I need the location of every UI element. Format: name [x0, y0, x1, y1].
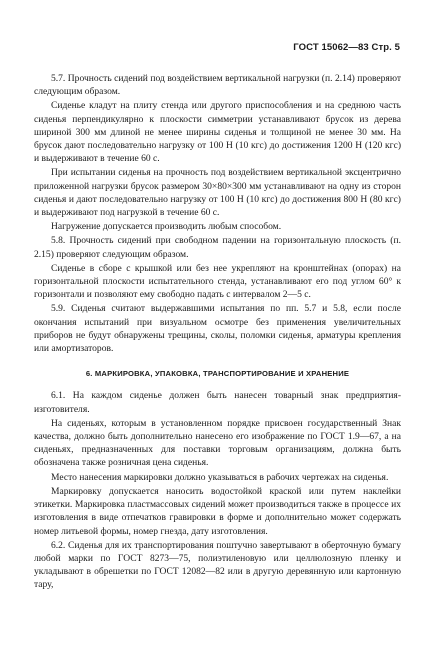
paragraph-5-8: 5.8. Прочность сидений при свободном падении на горизонтальную плоскость (п. 2.15) проверяют следующим образом. — [34, 235, 401, 260]
paragraph-eccentric-load: При испытании сиденья на прочность под воздействием вертикальной эксцентрично приложенной нагрузки брусок размером 30×80×300 мм устанавливают на одну из сторон сиденья и дают последовательно нагрузку от 100 Н (10 кгс) до достижения 800 Н (80 кгс) и выдерживают под нагрузкой в течение 60 с. — [34, 167, 401, 219]
paragraph-5-9: 5.9. Сиденья считают выдержавшими испытания по пп. 5.7 и 5.8, если после окончания испытаний при визуальном осмотре без применения увеличительных приборов не будут обнаружены трещины, сколы, поломки сиденья, арматуры крепления или амортизаторов. — [34, 303, 401, 355]
paragraph-5-7: 5.7. Прочность сидений под воздействием вертикальной нагрузки (п. 2.14) проверяют следующим образом. — [34, 73, 401, 98]
page-header: ГОСТ 15062—83 Стр. 5 — [293, 42, 400, 53]
paragraph-drop-test: Сиденье в сборе с крышкой или без нее укрепляют на кронштейнах (опорах) на горизонтальной плоскости испытательного стенда, устанавливают его под углом 60° к горизонтали и позволяют ему свободно падать с интервалом 2—5 с. — [34, 262, 401, 301]
paragraph-loading-method: Нагружение допускается производить любым способом. — [51, 221, 282, 233]
paragraph-6-1: 6.1. На каждом сиденье должен быть нанесен товарный знак предприятия-изготовителя. — [34, 390, 401, 415]
paragraph-vertical-load-method: Сиденье кладут на плиту стенда или другого приспособления и на среднюю часть сиденья перпендикулярно к плоскости симметрии устанавливают брусок из дерева шириной 300 мм длиной не менее ширины сиденья и толщиной не менее 30 мм. На брусок дают последовательно нагрузку от 100 Н (10 кгс) до достижения 1200 Н (120 кгс) и выдерживают в течение 60 с. — [34, 100, 401, 165]
paragraph-marking-method: Маркировку допускается наносить водостойкой краской или путем наклейки этикетки. Маркировка пластмассовых сидений может производиться также в процессе их изготовления в виде отпечатков гравировки в форме и дополнительно может содержать номер литьевой формы, номер гнезда, дату изготовления. — [34, 485, 401, 537]
paragraph-marking-location: Место нанесения маркировки должно указываться в рабочих чертежах на сиденья. — [51, 471, 389, 483]
paragraph-6-2: 6.2. Сиденья для их транспортирования поштучно завертывают в оберточную бумагу любой марки по ГОСТ 8273—75, полиэтиленовую или целлюлозную пленку и укладывают в обрешетки по ГОСТ 12082—82 или в другую деревянную или картонную тару, — [34, 539, 401, 591]
section-title: 6. МАРКИРОВКА, УПАКОВКА, ТРАНСПОРТИРОВАНИЕ И ХРАНЕНИЕ — [85, 369, 350, 379]
paragraph-quality-mark: На сиденьях, которым в установленном порядке присвоен государственный Знак качества, должно быть дополнительно нанесено его изображение по ГОСТ 1.9—67, а на сиденьях, предназначенных для поставки торговым организациям, должна быть обозначена также розничная цена сиденья. — [34, 417, 401, 469]
document-body — [34, 72, 401, 592]
